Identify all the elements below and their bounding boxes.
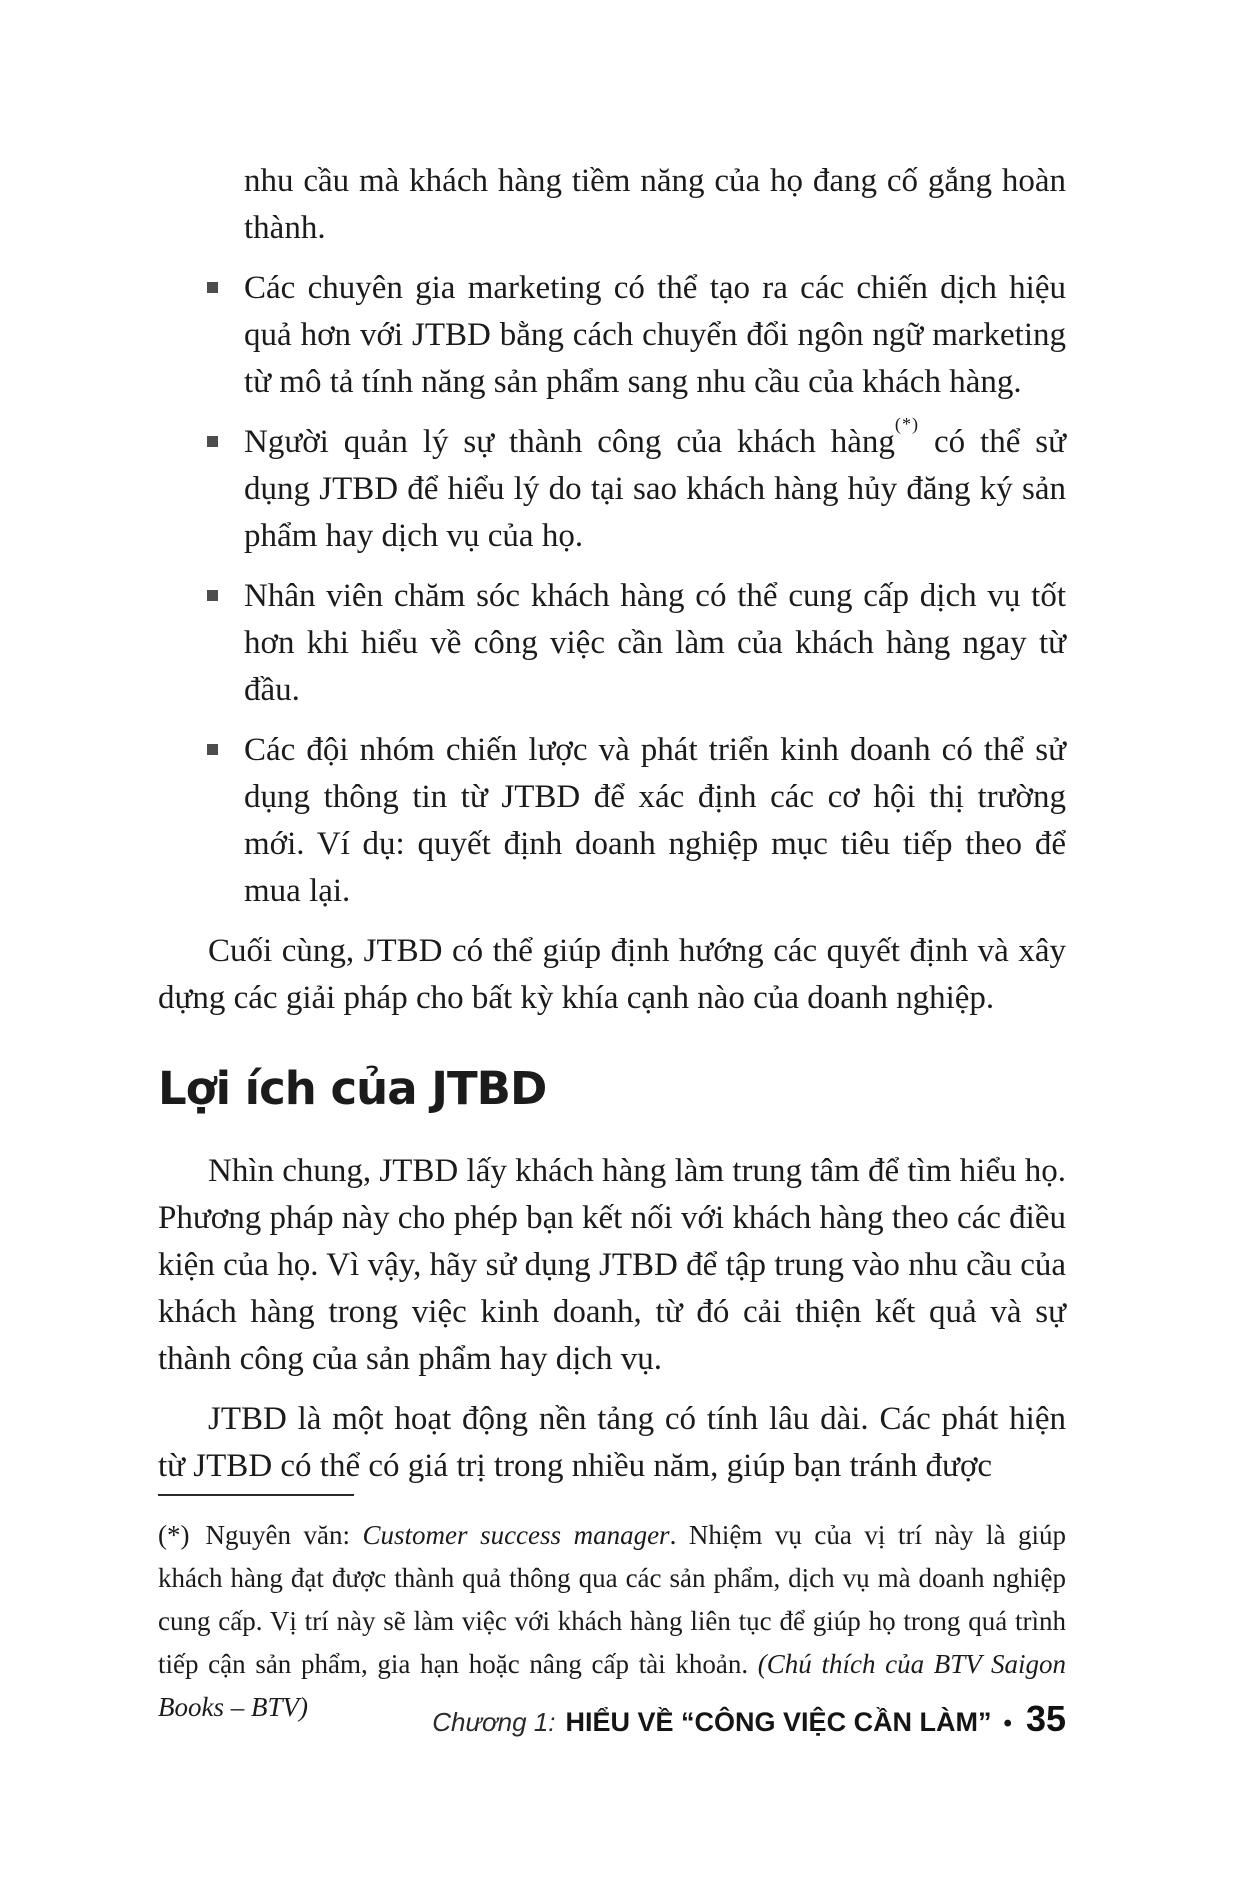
footnote-text: Nguyên văn: <box>205 1520 363 1550</box>
bullet-item-text: Nhân viên chăm sóc khách hàng có thể cung cấp dịch vụ tốt hơn khi hiểu về công việc cần làm của khách hàng ngay từ đầu. <box>244 578 1066 708</box>
bullet-square-icon <box>207 744 218 755</box>
section-heading: Lợi ích của JTBD <box>158 1062 547 1115</box>
bullet-item-text: Các chuyên gia marketing có thể tạo ra các chiến dịch hiệu quả hơn với JTBD bằng cách chuyển đổi ngôn ngữ marketing từ mô tả tính năng sản phẩm sang nhu cầu của khách hàng. <box>244 270 1066 400</box>
chapter-label: Chương 1: <box>432 1707 556 1737</box>
page-footer <box>158 1698 1066 1740</box>
paragraph-closing: Cuối cùng, JTBD có thể giúp định hướng các quyết định và xây dựng các giải pháp cho bất kỳ khía cạnh nào của doanh nghiệp. <box>158 933 1066 1016</box>
bullet-item <box>244 573 1066 714</box>
bullet-item <box>244 414 1066 560</box>
paragraph-benefits-1: Nhìn chung, JTBD lấy khách hàng làm trung tâm để tìm hiểu họ. Phương pháp này cho phép bạn kết nối với khách hàng theo các điều kiện của họ. Vì vậy, hãy sử dụng JTBD để tập trung vào nhu cầu của khách hàng trong việc kinh doanh, từ đó cải thiện kết quả và sự thành công của sản phẩm hay dịch vụ. <box>158 1153 1066 1377</box>
bullet-square-icon <box>207 590 218 601</box>
bullet-square-icon <box>207 282 218 293</box>
chapter-title: HIỂU VỀ “CÔNG VIỆC CẦN LÀM” <box>565 1707 992 1737</box>
bullet-item <box>244 265 1066 406</box>
bullet-item-text: có thể sử dụng JTBD để hiểu lý do tại sao khách hàng hủy đăng ký sản phẩm hay dịch vụ của họ. <box>244 424 1066 554</box>
footnote-marker: (*) <box>158 1520 190 1550</box>
bullet-item-text: nhu cầu mà khách hàng tiềm năng của họ đang cố gắng hoàn thành. <box>244 163 1066 246</box>
bullet-item-text: Các đội nhóm chiến lược và phát triển kinh doanh có thể sử dụng thông tin từ JTBD để xác định các cơ hội thị trường mới. Ví dụ: quyết định doanh nghiệp mục tiêu tiếp theo để mua lại. <box>244 732 1066 909</box>
footnote-text: . Nhiệm vụ của vị trí này là giúp khách hàng đạt được thành quả thông qua các sản phẩm, dịch vụ mà doanh nghiệp cung cấp. Vị trí này sẽ làm việc với khách hàng liên tục để giúp họ trong quá trình tiếp cận sản phẩm, gia hạn hoặc nâng cấp tài khoản. <box>158 1520 1067 1679</box>
bullet-list <box>158 158 1066 915</box>
footnote-credit: (Chú thích của BTV Saigon Books – BTV) <box>158 1649 1066 1722</box>
page-content <box>158 158 1066 1490</box>
footer-separator-dot: • <box>1003 1710 1012 1737</box>
footnote-divider <box>158 1494 354 1496</box>
paragraph-benefits-2: JTBD là một hoạt động nền tảng có tính lâu dài. Các phát hiện từ JTBD có thể có giá trị trong nhiều năm, giúp bạn tránh được <box>158 1401 1066 1484</box>
footnote-text-italic: Customer success manager <box>362 1520 670 1550</box>
bullet-item <box>244 727 1066 915</box>
bullet-item-text: Người quản lý sự thành công của khách hàng <box>244 424 895 460</box>
bullet-item-continued <box>244 158 1066 252</box>
footnote <box>158 1514 1066 1729</box>
page-number: 35 <box>1025 1698 1066 1739</box>
bullet-square-icon <box>207 436 218 447</box>
footnote-reference: (*) <box>894 414 920 435</box>
